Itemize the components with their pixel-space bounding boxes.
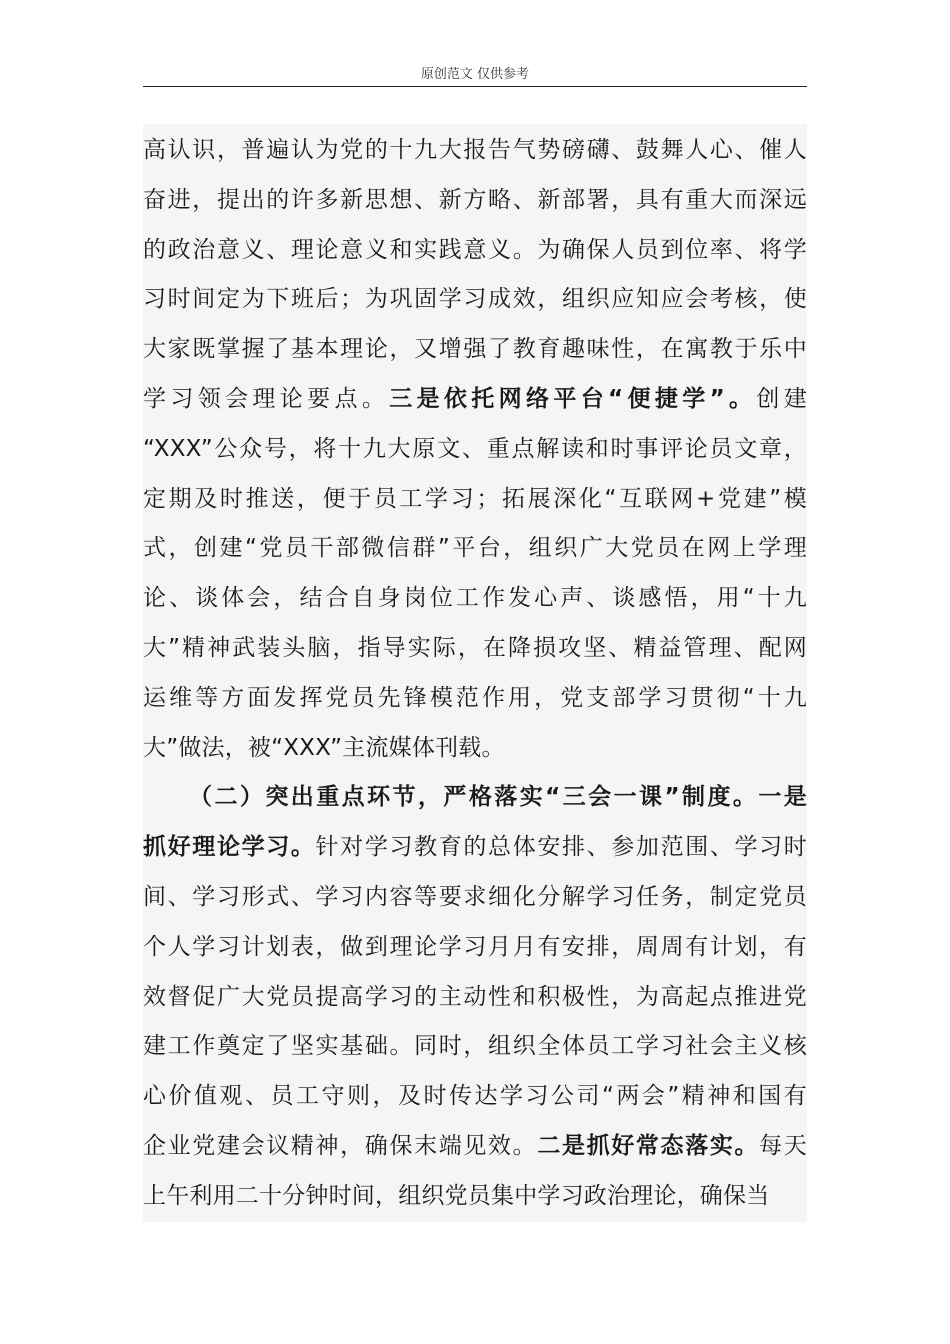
text-line	[143, 773, 807, 823]
text-run: 的政治意义、理论意义和实践意义。为确保人员到位率、将学	[143, 236, 807, 263]
text-run: 习时间定为下班后；为巩固学习成效，组织应知应会考核，使	[143, 286, 807, 313]
text-line	[143, 873, 807, 923]
text-run: 个人学习计划表，做到理论学习月月有安排，周周有计划，有	[143, 933, 807, 960]
page-header: 原创范文 仅供参考	[420, 67, 530, 82]
text-line	[143, 1072, 807, 1122]
text-run: 建工作奠定了坚实基础。同时，组织全体员工学习社会主义核	[143, 1033, 807, 1060]
text-run: 心价值观、员工守则，及时传达学习公司“两会”精神和国有	[143, 1083, 807, 1110]
text-line	[143, 674, 807, 724]
header-divider	[143, 86, 807, 87]
text-line	[143, 724, 807, 774]
text-line	[143, 325, 807, 375]
text-run: “XXX”公众号，将十九大原文、重点解读和时事评论员文章，	[143, 435, 807, 462]
paragraph	[143, 126, 807, 773]
text-line	[143, 574, 807, 624]
text-run: 学习领会理论要点。	[143, 385, 390, 412]
text-run: 每天	[759, 1132, 807, 1159]
text-run: 定期及时推送，便于员工学习；拓展深化“互联网+党建”模	[143, 485, 807, 512]
text-run: 式，创建“党员干部微信群”平台，组织广大党员在网上学理	[143, 535, 807, 562]
text-run: 针对学习教育的总体安排、参加范围、学习时	[315, 834, 808, 861]
text-run: 企业党建会议精神，确保末端见效。	[143, 1132, 538, 1159]
bold-text-run: （二）突出重点环节，严格落实“三会一课”制度。一是	[189, 784, 807, 811]
text-run: 奋进，提出的许多新思想、新方略、新部署，具有重大而深远	[143, 186, 807, 213]
text-run: 大”精神武装头脑，指导实际，在降损攻坚、精益管理、配网	[143, 634, 807, 661]
text-line	[143, 1172, 807, 1222]
text-line	[143, 524, 807, 574]
text-line	[143, 176, 807, 226]
text-run: 效督促广大党员提高学习的主动性和积极性，为高起点推进党	[143, 983, 807, 1010]
text-run: 间、学习形式、学习内容等要求细化分解学习任务，制定党员	[143, 883, 807, 910]
text-line	[143, 624, 807, 674]
paragraph	[143, 773, 807, 1221]
text-line	[143, 126, 807, 176]
text-run: 大家既掌握了基本理论，又增强了教育趣味性，在寓教于乐中	[143, 336, 807, 363]
text-line	[143, 1022, 807, 1072]
text-line	[143, 923, 807, 973]
text-line	[143, 1122, 807, 1172]
text-run: 大”做法，被“XXX”主流媒体刊载。	[143, 734, 505, 761]
text-run: 论、谈体会，结合自身岗位工作发心声、谈感悟，用“十九	[143, 585, 807, 612]
text-line	[143, 425, 807, 475]
text-line	[143, 275, 807, 325]
text-run: 上午利用二十分钟时间，组织党员集中学习政治理论，确保当	[143, 1182, 770, 1209]
text-run: 高认识，普遍认为党的十九大报告气势磅礴、鼓舞人心、催人	[143, 137, 807, 163]
text-line	[143, 475, 807, 525]
text-line	[143, 823, 807, 873]
bold-text-run: 抓好理论学习。	[143, 834, 316, 861]
document-body	[143, 126, 807, 1222]
text-run: 创建	[756, 385, 807, 412]
text-run: 运维等方面发挥党员先锋模范作用，党支部学习贯彻“十九	[143, 684, 807, 711]
text-line	[143, 973, 807, 1023]
text-line	[143, 226, 807, 276]
bold-text-run: 三是依托网络平台“便捷学”。	[389, 385, 757, 412]
text-line	[143, 375, 807, 425]
bold-text-run: 二是抓好常态落实。	[537, 1132, 760, 1159]
